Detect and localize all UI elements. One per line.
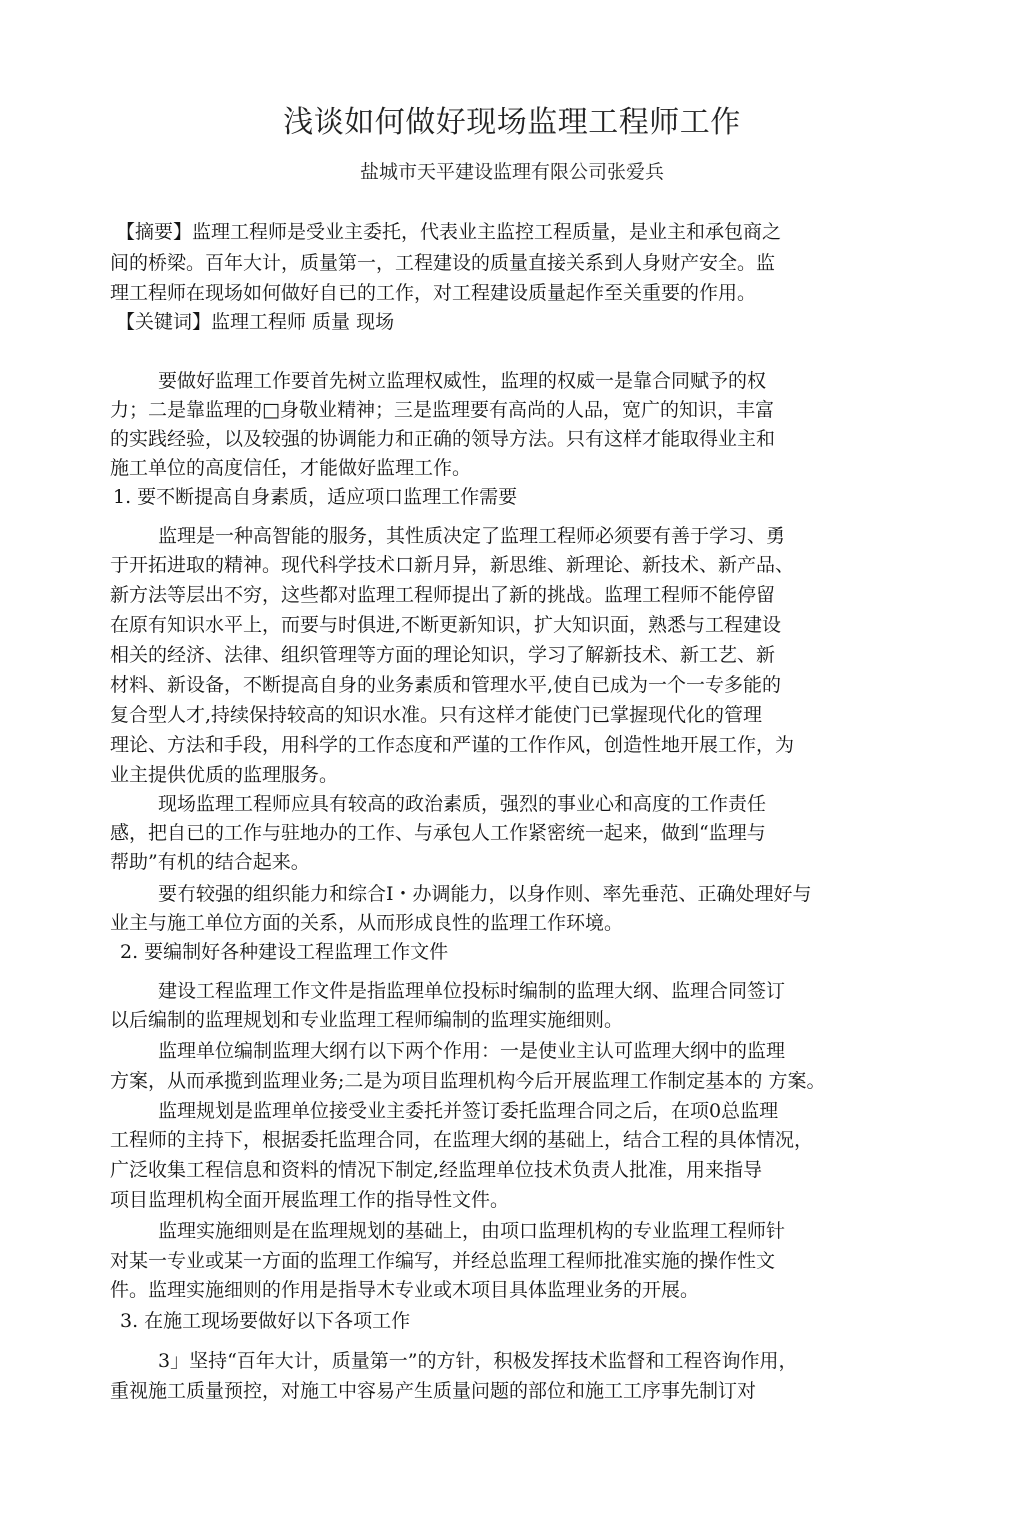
abstract-line: 理工程师在现场如何做好自已的工作，对工程建设质量起作至关重要的作用。 [110, 282, 757, 304]
body-line: 3」坚持“百年大计，质量第一”的方针，积极发挥技术监督和工程咨询作用， [158, 1350, 798, 1372]
body-line: 施工单位的高度信任，才能做好监理工作。 [110, 457, 472, 479]
body-line: 材料、新设备，不断提高自身的业务素质和管理水平,使自已成为一个一专多能的 [110, 674, 782, 696]
body-line: 相关的经济、法律、组织管理等方面的理论知识，学习了解新技术、新工艺、新 [110, 644, 776, 666]
body-line: 理论、方法和手段，用科学的工作态度和严谨的工作作风，创造性地开展工作，为 [110, 734, 795, 756]
body-line: 工程师的主持下，根据委托监理合同，在监理大纲的基础上，结合工程的具体情况， [110, 1129, 814, 1151]
section-heading: 1. 要不断提高自身素质，适应项口监理工作需要 [113, 486, 518, 508]
body-line: 于开拓进取的精神。现代科学技术口新月异，新思维、新理论、新技术、新产品、 [110, 554, 795, 576]
body-line: 要冇较强的组织能力和综合I・办调能力，以身作则、率先垂范、正确处理好与 [158, 883, 812, 905]
document-title: 浅谈如何做好现场监理工程师工作 [283, 105, 741, 140]
body-line: 广泛收集工程信息和资料的情况下制定,经监理单位技术负责人批准，用来指导 [110, 1159, 763, 1181]
body-line: 业主提供优质的监理服务。 [110, 764, 339, 786]
body-line: 对某一专业或某一方面的监理工作编写，并经总监理工程师批准实施的操作性文 [110, 1250, 776, 1272]
body-line: 件。监理实施细则的作用是指导木专业或木项目具体监理业务的开展。 [110, 1279, 700, 1301]
body-line: 业主与施工单位方面的关系，从而形成良性的监理工作环境。 [110, 912, 624, 934]
body-line: 监理是一种高智能的服务，其性质决定了监理工程师必须要有善于学习、勇 [158, 525, 786, 547]
body-line: 方案，从而承揽到监理业务;二是为项目监理机构今后开展监理工作制定基本的 方案。 [110, 1070, 826, 1092]
body-line: 复合型人才,持续保持较高的知识水准。只有这样才能使门已掌握现代化的管理 [110, 704, 763, 726]
document-author: 盐城市天平建设监理有限公司张爱兵 [359, 161, 664, 183]
body-line: 新方法等层出不穷，这些都对监理工程师提出了新的挑战。监理工程师不能停留 [110, 584, 776, 606]
body-line: 项目监理机构全面开展监理工作的指导性文件。 [110, 1189, 510, 1211]
abstract-line: 【摘要】监理工程师是受业主委托，代表业主监控工程质量，是业主和承包商之 [116, 221, 782, 243]
abstract-line: 间的桥梁。百年大计，质量第一，工程建设的质量直接关系到人身财产安全。监 [110, 252, 776, 274]
body-line: 以后编制的监理规划和专业监理工程师编制的监理实施细则。 [110, 1009, 624, 1031]
body-line: 建设工程监理工作文件是指监理单位投标时编制的监理大纲、监理合同签订 [158, 980, 786, 1002]
body-line: 在原有知识水平上，而要与时俱进,不断更新知识，扩大知识面，熟悉与工程建设 [110, 614, 782, 636]
body-line: 监理单位编制监理大纲冇以下两个作用：一是使业主认可监理大纲中的监理 [158, 1040, 786, 1062]
body-line: 监理实施细则是在监理规划的基础上，由项口监理机构的专业监理工程师针 [158, 1220, 786, 1242]
body-line: 力；二是靠监理的□身敬业精神；三是监理要有高尚的人品，宽广的知识，丰富 [110, 399, 774, 421]
body-line: 监理规划是监理单位接受业主委托并签订委托监理合同之后，在项0总监理 [158, 1100, 779, 1122]
body-line: 要做好监理工作要首先树立监理权威性，监理的权威一是靠合同赋予的权 [158, 370, 767, 392]
section-heading: 2. 要编制好各种建设工程监理工作文件 [120, 941, 449, 963]
keywords-line: 【关键词】监理工程师 质量 现场 [116, 311, 395, 333]
body-line: 现场监理工程师应具有较高的政治素质，强烈的事业心和高度的工作责任 [158, 793, 767, 815]
body-line: 帮助”有机的结合起来。 [110, 851, 310, 873]
body-line: 感，把自已的工作与驻地办的工作、与承包人工作紧密统一起来，做到“监理与 [110, 822, 766, 844]
section-heading: 3. 在施工现场要做好以下各项工作 [120, 1310, 411, 1332]
body-line: 重视施工质量预控，对施工中容易产生质量问题的部位和施工工序事先制订对 [110, 1380, 757, 1402]
body-line: 的实践经验，以及较强的协调能力和正确的领导方法。只有这样才能取得业主和 [110, 428, 776, 450]
